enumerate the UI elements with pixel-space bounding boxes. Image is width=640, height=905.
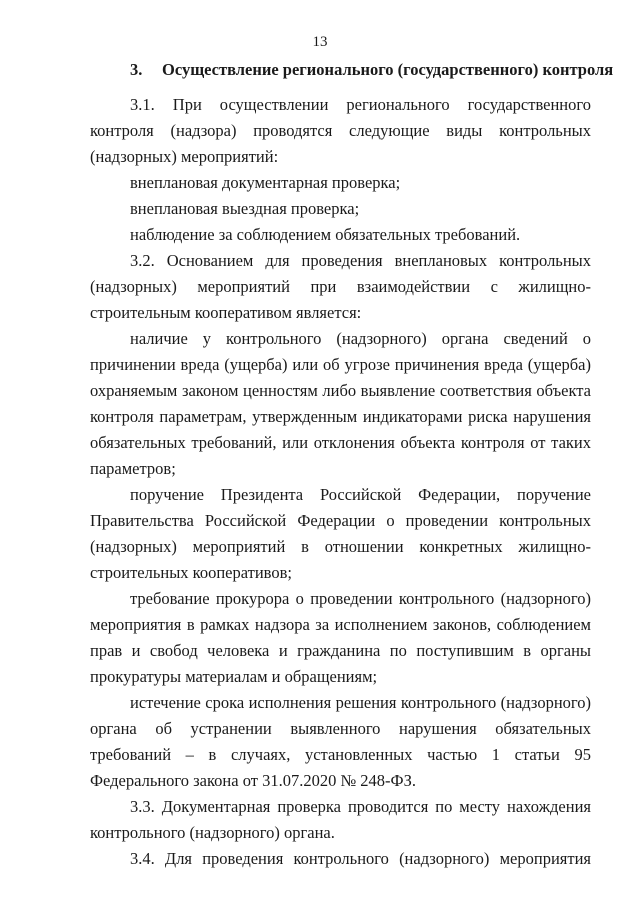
paragraph-3-3: 3.3. Документарная проверка проводится по месту нахождения контрольного (надзорного) органа. xyxy=(90,797,591,842)
section-heading xyxy=(90,57,614,83)
list-item: истечение срока исполнения решения контрольного (надзорного) органа об устранении выявленного нарушения обязательных требований – в случаях, установленных частью 1 статьи 95 Федерального закона от 31.07.2020 № 248-ФЗ. xyxy=(90,693,591,790)
document-body xyxy=(90,57,614,872)
list-item: внеплановая выездная проверка; xyxy=(130,199,360,218)
section-title: Осуществление регионального (государственного) контроля xyxy=(162,60,614,79)
paragraph-3-1: 3.1. При осуществлении регионального государственного контроля (надзора) проводятся следующие виды контрольных (надзорных) мероприятий: xyxy=(90,95,591,166)
paragraph-3-4: 3.4. Для проведения контрольного (надзорного) мероприятия xyxy=(130,849,591,868)
list-item: наличие у контрольного (надзорного) органа сведений о причинении вреда (ущерба) или об угрозе причинения вреда (ущерба) охраняемым законом ценностям либо выявление соответствия объекта контроля параметрам, утвержденным индикаторами риска нарушения обязательных требований, или отклонения объекта контроля от таких параметров; xyxy=(90,329,591,478)
paragraph-3-2: 3.2. Основанием для проведения внеплановых контрольных (надзорных) мероприятий при взаимодействии с жилищно-строительным кооперативом является: xyxy=(90,251,591,322)
section-number: 3. xyxy=(130,60,143,79)
list-item: внеплановая документарная проверка; xyxy=(130,173,401,192)
list-item: наблюдение за соблюдением обязательных требований. xyxy=(130,225,521,244)
page-number: 13 xyxy=(312,34,328,50)
list-item: поручение Президента Российской Федерации, поручение Правительства Российской Федерации о проведении контрольных (надзорных) мероприятий в отношении конкретных жилищно-строительных кооперативов; xyxy=(90,485,591,582)
list-item: требование прокурора о проведении контрольного (надзорного) мероприятия в рамках надзора за исполнением законов, соблюдением прав и свобод человека и гражданина по поступившим в органы прокуратуры материалам и обращениям; xyxy=(90,589,591,686)
